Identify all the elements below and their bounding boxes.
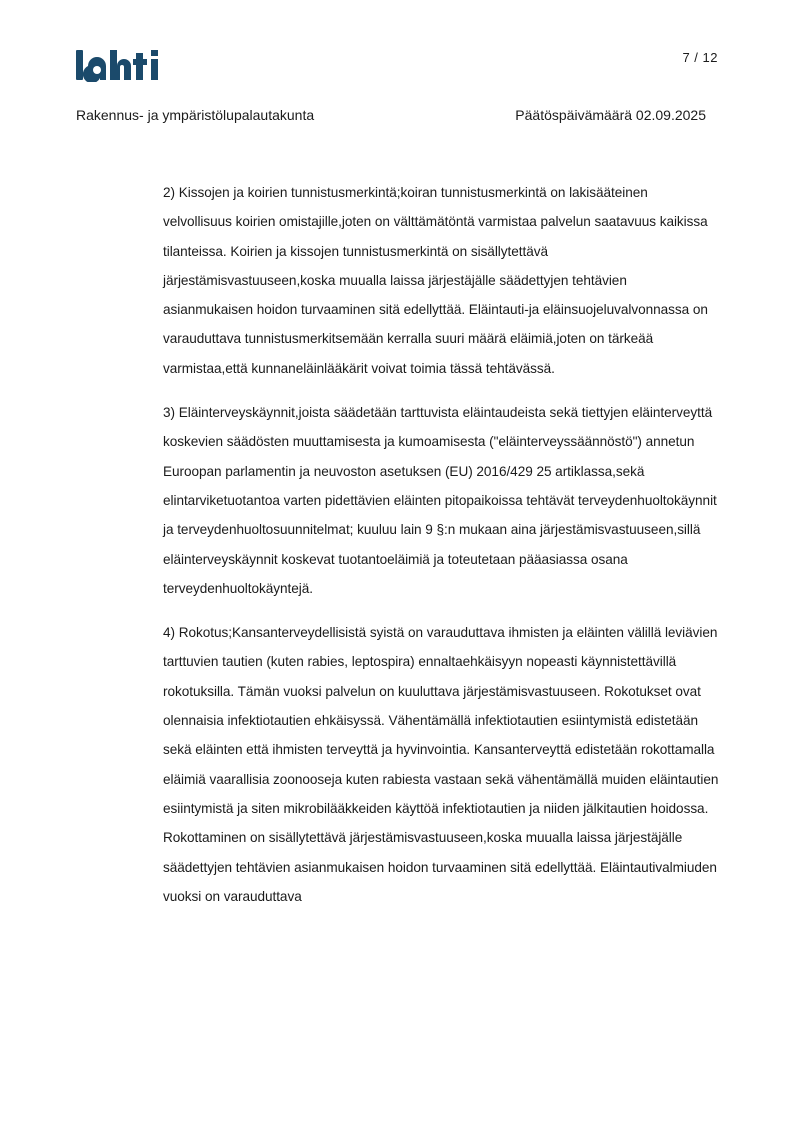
page-number: 7 / 12 (682, 50, 718, 65)
document-header (76, 107, 706, 123)
committee-name: Rakennus- ja ympäristölupalautakunta (76, 107, 315, 123)
decision-date: Päätöspäivämäärä 02.09.2025 (515, 107, 706, 123)
lahti-logo (75, 48, 167, 82)
paragraph-animal-health-visits: 3) Eläinterveyskäynnit,joista säädetään tarttuvista eläintaudeista sekä tiettyjen eläinterveyttä koskevien säädösten muuttamisesta ja kumoamisesta ("eläinterveyssäännöstö") annetun Euroopan parlamentin ja neuvoston asetuksen (EU) 2016/429 25 artiklassa,sekä elintarviketuotantoa varten pidettävien eläinten pitopaikoissa tehtävät terveydenhuoltokäynnit ja terveydenhuoltosuunnitelmat; kuuluu lain 9 §:n mukaan aina järjestämisvastuuseen,sillä eläinterveyskäynnit koskevat tuotantoeläimiä ja toteutetaan pääasiassa osana terveydenhuoltokäyntejä. (163, 405, 717, 596)
document-body (163, 178, 719, 911)
paragraph-vaccination: 4) Rokotus;Kansanterveydellisistä syistä on varauduttava ihmisten ja eläinten välillä leviävien tarttuvien tautien (kuten rabies, leptospira) ennaltaehkäisyyn nopeasti käynnistettävillä rokotuksilla. Tämän vuoksi palvelun on kuuluttava järjestämisvastuuseen. Rokotukset ovat olennaisia infektiotautien ehkäisyssä. Vähentämällä infektiotautien esiintymistä edistetään sekä eläinten että ihmisten terveyttä ja hyvinvointia. Kansanterveyttä edistetään rokottamalla eläimiä vaarallisia zoonooseja kuten rabiesta vastaan sekä vähentämällä muiden eläintautien esiintymistä ja siten mikrobilääkkeiden käyttöä infektiotautien ja niiden jälkitautien hoidossa. Rokottaminen on sisällytettävä järjestämisvastuuseen,koska muualla laissa järjestäjälle säädettyjen tehtävien asianmukaisen hoidon turvaaminen sitä edellyttää. Eläintautivalmiuden vuoksi on varauduttava (163, 625, 719, 904)
paragraph-identification-marking: 2) Kissojen ja koirien tunnistusmerkintä;koiran tunnistusmerkintä on lakisääteinen velvollisuus koirien omistajille,joten on välttämätöntä varmistaa palvelun saatavuus kaikissa tilanteissa. Koirien ja kissojen tunnistusmerkintä on sisällytettävä järjestämisvastuuseen,koska muualla laissa järjestäjälle säädettyjen tehtävien asianmukaisen hoidon turvaaminen sitä edellyttää. Eläintauti-ja eläinsuojeluvalvonnassa on varauduttava tunnistusmerkitsemään kerralla suuri määrä eläimiä,joten on tärkeää varmistaa,että kunnaneläinlääkärit voivat toimia tässä tehtävässä. (163, 185, 708, 376)
